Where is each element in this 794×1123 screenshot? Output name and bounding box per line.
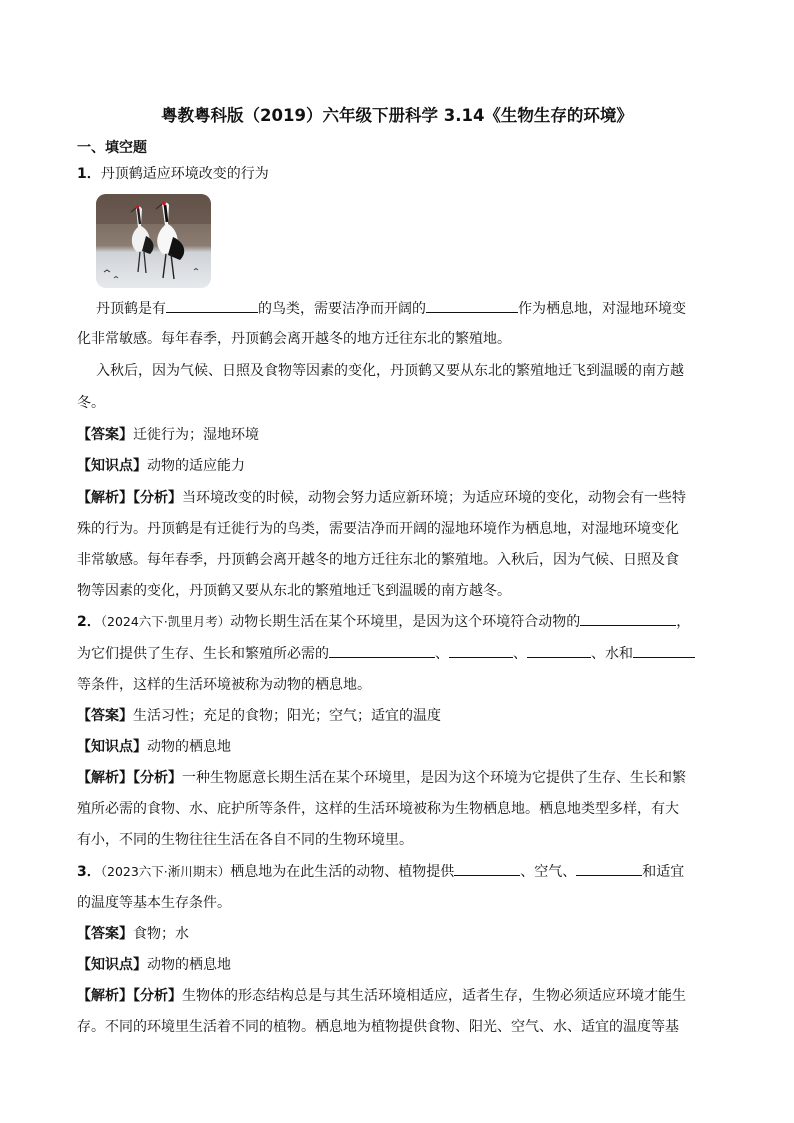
question-3-analysis-line-2: 存。不同的环境里生活着不同的植物。栖息地为植物提供食物、阳光、空气、水、适宜的温度等基 [77,1019,679,1035]
question-1-passage-line-3: 入秋后，因为气候、日照及食物等因素的变化，丹顶鹤又要从东北的繁殖地迁飞到温暖的南方越 [96,363,684,379]
question-1-passage-line-1: 丹顶鹤是有 的鸟类，需要洁净而开阔的 作为栖息地，对湿地环境变 [96,297,736,321]
answer-text: 迁徙行为；湿地环境 [133,427,259,443]
answer-blank[interactable] [329,643,435,658]
question-2-knowledge [77,735,717,759]
question-2-analysis-line-3: 有小，不同的生物往往生活在各自不同的生物环境里。 [77,832,413,848]
answer-blank[interactable] [166,298,258,313]
answer-blank[interactable] [580,611,676,626]
question-3-answer [77,922,717,946]
question-text: 丹顶鹤适应环境改变的行为 [100,166,269,182]
question-number: 2． [77,614,101,630]
question-number: 1． [77,166,101,182]
answer-label: 【答案】 [77,926,133,942]
answer-label: 【答案】 [77,708,133,724]
question-3-analysis-line-1: 【解析】【分析】生物体的形态结构总是与其生活环境相适应，适者生存，生物必须适应环境才能生 [77,988,686,1004]
analysis-label: 【解析】【分析】 [77,770,182,786]
question-1-analysis-line-3: 非常敏感。每年春季，丹顶鹤会离开越冬的地方迁往东北的繁殖地。入秋后，因为气候、日照及食 [77,552,679,568]
knowledge-text: 动物的栖息地 [147,957,231,973]
knowledge-label: 【知识点】 [77,739,147,755]
question-1-knowledge [77,454,717,478]
answer-text: 生活习性；充足的食物；阳光；空气；适宜的温度 [133,708,441,724]
question-2-answer [77,704,717,728]
question-3-knowledge [77,953,717,977]
question-2-analysis-line-1: 【解析】【分析】一种生物愿意长期生活在某个环境里，是因为这个环境为它提供了生存、生长和繁 [77,770,686,786]
question-2-stem-line-2: 为它们提供了生存、生长和繁殖所必需的 、 、 、水和 [77,642,717,666]
question-3-stem-line-2: 的温度等基本生存条件。 [77,895,231,911]
answer-blank[interactable] [633,643,695,658]
page-title: 粤教粤科版（2019）六年级下册科学 3.14《生物生存的环境》 [161,106,633,125]
question-1-passage-line-4: 冬。 [77,395,105,411]
answer-blank[interactable] [426,298,518,313]
answer-blank[interactable] [449,643,513,658]
question-1-stem [77,162,717,186]
question-number: 3． [77,864,101,880]
question-1-analysis-line-2: 殊的行为。丹顶鹤是有迁徙行为的鸟类，需要洁净而开阔的湿地环境作为栖息地，对湿地环境变化 [77,521,679,537]
question-3-stem-line-1: 3．（2023六下·淅川期末）栖息地为在此生活的动物、植物提供 、空气、 和适宜 [77,860,717,884]
question-source: （2024六下·凯里月考） [100,614,231,629]
question-2-analysis-line-2: 殖所必需的食物、水、庇护所等条件，这样的生活环境被称为生物栖息地。栖息地类型多样，有大 [77,801,679,817]
section-heading: 一、填空题 [77,140,147,156]
crane-photo-illustration [96,194,211,288]
knowledge-text: 动物的栖息地 [147,739,231,755]
question-source: （2023六下·淅川期末） [100,864,231,879]
answer-blank[interactable] [527,643,591,658]
question-1-analysis-line-1: 【解析】【分析】当环境改变的时候，动物会努力适应新环境；为适应环境的变化，动物会有一些特 [77,490,686,506]
answer-label: 【答案】 [77,427,133,443]
knowledge-label: 【知识点】 [77,957,147,973]
knowledge-text: 动物的适应能力 [147,458,245,474]
answer-text: 食物；水 [133,926,189,942]
question-2-stem-line-1: 2．（2024六下·凯里月考）动物长期生活在某个环境里，是因为这个环境符合动物的 ， [77,610,717,634]
answer-blank[interactable] [576,861,642,876]
question-1-answer [77,423,717,447]
answer-blank[interactable] [454,861,520,876]
analysis-label: 【解析】【分析】 [77,988,182,1004]
red-crowned-crane-photo [96,194,211,288]
question-2-stem-line-3: 等条件，这样的生活环境被称为动物的栖息地。 [77,677,371,693]
analysis-label: 【解析】【分析】 [77,490,182,506]
question-1-passage-line-2: 化非常敏感。每年春季，丹顶鹤会离开越冬的地方迁往东北的繁殖地。 [77,331,511,347]
knowledge-label: 【知识点】 [77,458,147,474]
question-1-analysis-line-4: 物等因素的变化，丹顶鹤又要从东北的繁殖地迁飞到温暖的南方越冬。 [77,583,511,599]
